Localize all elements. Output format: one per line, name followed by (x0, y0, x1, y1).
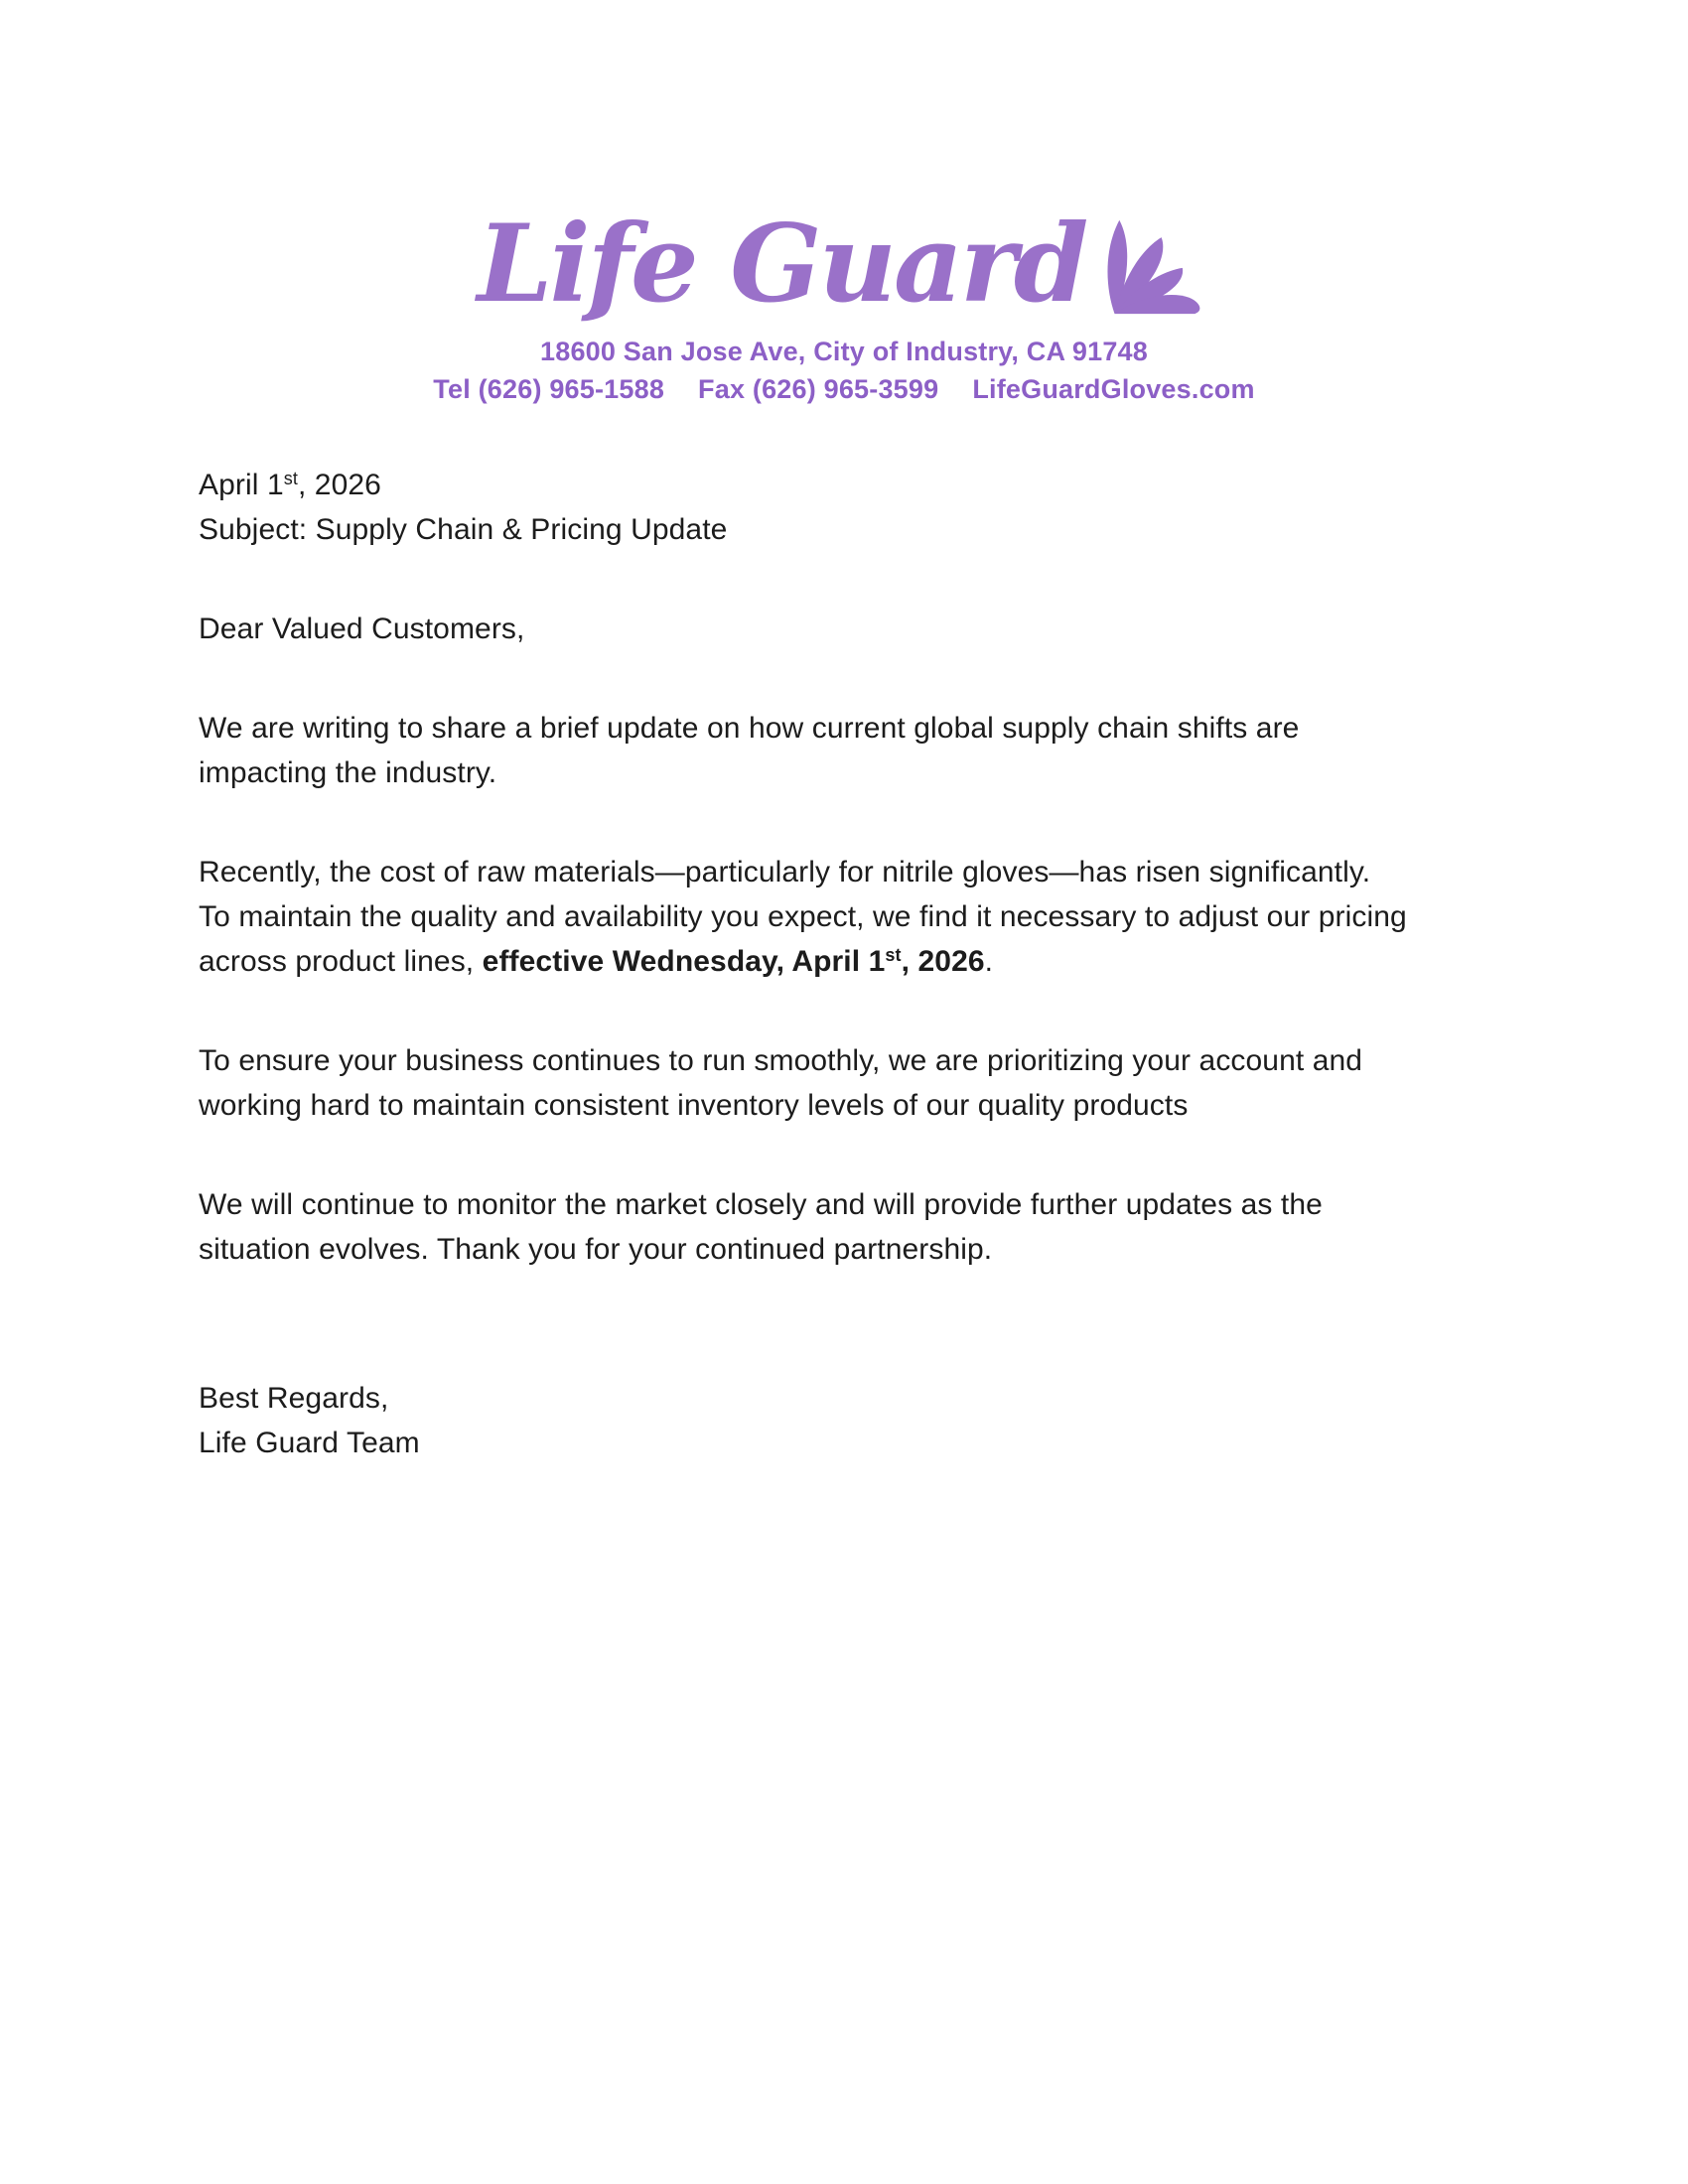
signature-block (199, 1376, 1489, 1465)
letter-body (199, 463, 1489, 1465)
text-line: To maintain the quality and availability you expect, we find it necessary to adjust our pricing (199, 900, 1407, 933)
website-url: LifeGuardGloves.com (972, 374, 1255, 404)
date-ordinal: st (283, 469, 298, 488)
salutation: Dear Valued Customers, (199, 613, 525, 645)
street-address: 18600 San Jose Ave, City of Industry, CA 91748 (540, 337, 1148, 366)
bold-suffix: , 2026 (901, 945, 985, 978)
logo-wordmark: Life Guard (477, 202, 1086, 327)
text-line: To ensure your business continues to run smoothly, we are prioritizing your account and (199, 1044, 1363, 1077)
phone-number: Tel (626) 965-1588 (433, 374, 665, 404)
date-subject-block (199, 463, 1489, 552)
bold-ordinal: st (885, 945, 902, 965)
letterhead (0, 0, 1688, 407)
date-line (199, 463, 1489, 507)
sentence-end: . (984, 945, 994, 978)
text-line: impacting the industry. (199, 756, 497, 789)
closing-line: Best Regards, (199, 1382, 389, 1415)
text-line: We are writing to share a brief update on how current global supply chain shifts are (199, 712, 1300, 745)
subject-line: Subject: Supply Chain & Pricing Update (199, 513, 728, 546)
paragraph-1 (199, 706, 1489, 795)
bold-prefix: effective Wednesday, April 1 (482, 945, 886, 978)
contact-info (0, 371, 1688, 407)
fax-number: Fax (626) 965-3599 (698, 374, 939, 404)
date-prefix: April 1 (199, 469, 284, 501)
paragraph-2 (199, 850, 1489, 984)
logo (0, 167, 1688, 327)
effective-date-bold (483, 945, 985, 978)
text-line: situation evolves. Thank you for your continued partnership. (199, 1233, 993, 1266)
salutation-block (199, 607, 1489, 651)
text-line: working hard to maintain consistent inventory levels of our quality products (199, 1089, 1189, 1122)
paragraph-3 (199, 1038, 1489, 1128)
text-line-with-bold (199, 939, 1489, 984)
text-line: Recently, the cost of raw materials—particularly for nitrile gloves—has risen significantly. (199, 856, 1371, 888)
text-segment: across product lines, (199, 945, 483, 978)
fan-leaf-icon (1095, 214, 1210, 316)
signature-line: Life Guard Team (199, 1427, 420, 1459)
date-suffix: , 2026 (297, 469, 381, 501)
text-line: We will continue to monitor the market closely and will provide further updates as the (199, 1188, 1323, 1221)
paragraph-4 (199, 1182, 1489, 1272)
